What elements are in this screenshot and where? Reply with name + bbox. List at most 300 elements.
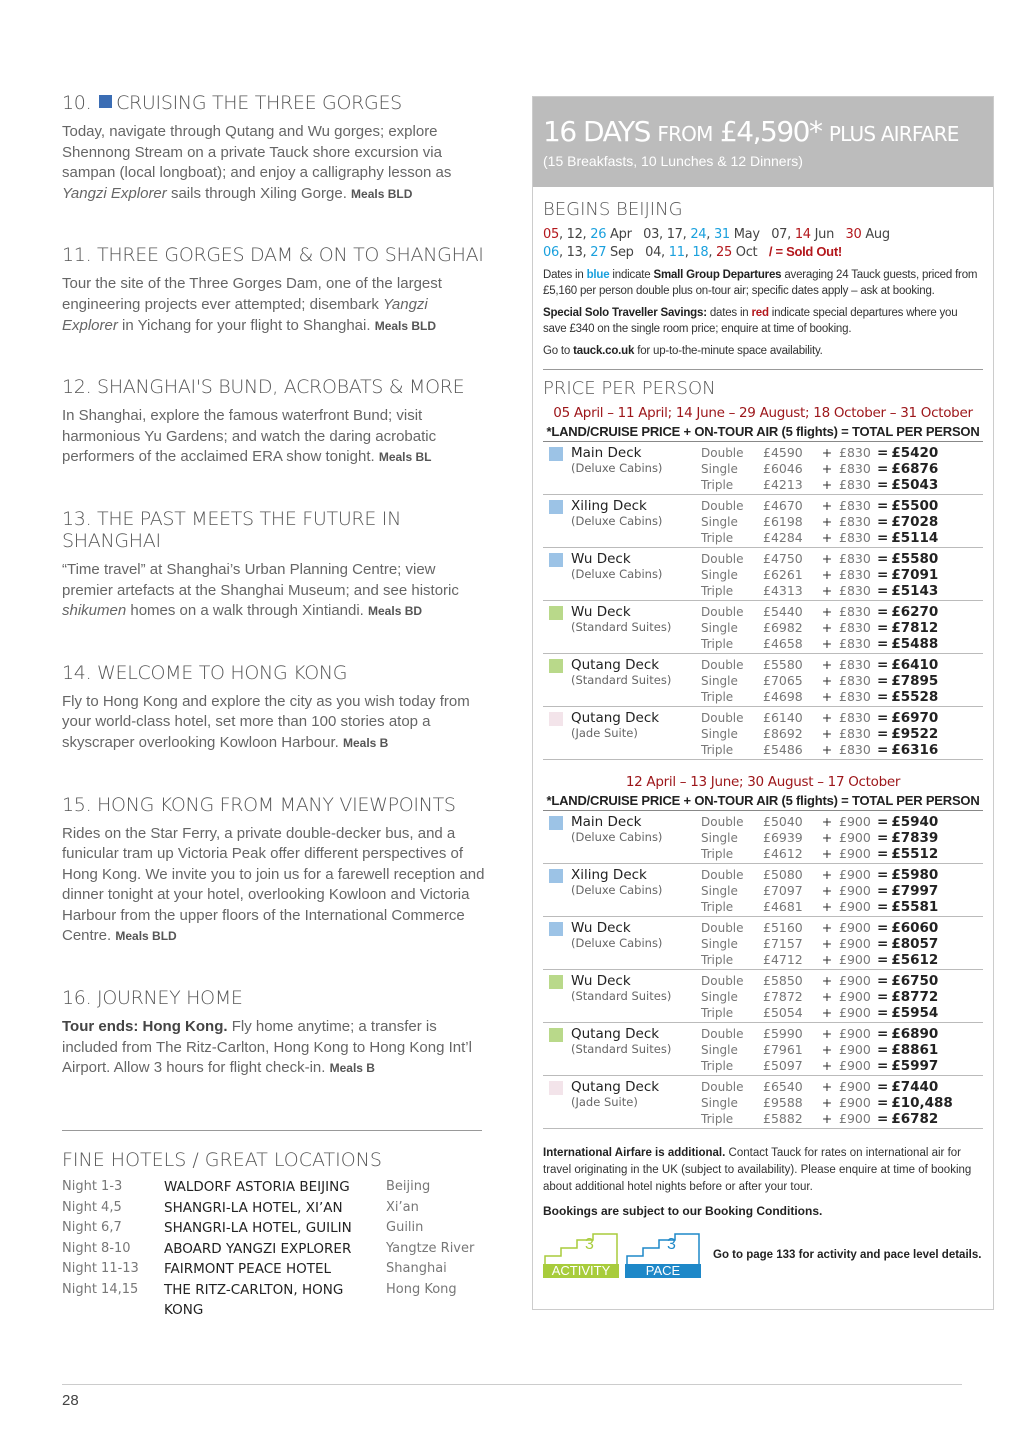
air-price: £900 (839, 1058, 871, 1073)
description-text: homes on a walk through Xintiandi. (126, 602, 369, 620)
hotel-row (62, 1259, 482, 1280)
plus-sign: + (821, 846, 833, 861)
plus-sign: + (821, 689, 833, 704)
day-title: 13. THE PAST MEETS THE FUTURE IN SHANGHAI (62, 507, 401, 552)
meals-label: Meals BLD (351, 186, 413, 201)
land-price: £5097 (763, 1058, 803, 1073)
land-price: £4698 (763, 689, 803, 704)
equals-sign: = (877, 673, 889, 689)
deck-color-swatch (549, 816, 563, 830)
deck-row (543, 1076, 983, 1129)
deck-name (571, 604, 701, 652)
headline (543, 115, 983, 151)
deck-title: Qutang Deck (571, 1026, 660, 1042)
deck-name (571, 445, 701, 493)
plus-sign: + (821, 710, 833, 725)
deck-name (571, 498, 701, 546)
deck-title: Xiling Deck (571, 867, 647, 883)
price-row (701, 583, 983, 599)
land-price: £5486 (763, 742, 803, 757)
total-price: £6270 (891, 604, 939, 620)
meals-label: Meals B (342, 735, 389, 750)
total-price: £5512 (891, 846, 939, 862)
hotel-name: SHANGRI-LA HOTEL, XI’AN (164, 1199, 343, 1216)
hotel-city: Guilin (386, 1220, 424, 1235)
hotel-nights: Night 11-13 (62, 1261, 139, 1276)
day-description (62, 406, 486, 468)
meals-label: Meals BL (378, 450, 432, 465)
equals-sign: = (877, 583, 889, 599)
deck-name (571, 973, 701, 1021)
plus-sign: + (821, 1026, 833, 1041)
deck-color-swatch (549, 500, 563, 514)
land-price: £5580 (763, 657, 803, 672)
price-row (701, 1095, 983, 1111)
air-price: £830 (839, 636, 871, 651)
air-price: £900 (839, 1079, 871, 1094)
plus-sign: + (821, 1095, 833, 1110)
room-type: Single (701, 1096, 738, 1110)
land-price: £6198 (763, 514, 803, 529)
deck-cabin-type: (Deluxe Cabins) (571, 567, 663, 581)
air-price: £830 (839, 583, 871, 598)
description-text: Tour ends: Hong Kong. (62, 1018, 228, 1036)
room-type: Single (701, 990, 738, 1004)
meals-label: Meals BLD (115, 929, 177, 944)
total-price: £7997 (891, 883, 939, 899)
plus-sign: + (821, 830, 833, 845)
deck-name (571, 867, 701, 915)
price-row (701, 899, 983, 915)
price-row (701, 1111, 983, 1127)
note-text: for up-to-the-minute space availability. (634, 345, 823, 357)
equals-sign: = (877, 636, 889, 652)
price-row (701, 461, 983, 477)
room-type: Triple (701, 1059, 734, 1073)
room-type: Triple (701, 1006, 734, 1020)
price-row (701, 1042, 983, 1058)
deck-title: Qutang Deck (571, 710, 660, 726)
period-dates: 05 April – 11 April; 14 June – 29 August; 18 October – 31 October (553, 405, 973, 421)
deck-prices (701, 498, 983, 546)
plus-sign: + (821, 726, 833, 741)
equals-sign: = (877, 551, 889, 567)
day-description (62, 122, 486, 204)
price-row (701, 530, 983, 546)
date-text: , (706, 227, 714, 242)
land-price: £7097 (763, 883, 803, 898)
total-price: £6970 (891, 710, 939, 726)
room-type: Triple (701, 478, 734, 492)
land-price: £6261 (763, 567, 803, 582)
deck-row (543, 917, 983, 970)
deck-cabin-type: (Deluxe Cabins) (571, 830, 663, 844)
total-price: £7091 (891, 567, 939, 583)
deck-cabin-type: (Standard Suites) (571, 673, 672, 687)
airfare-label: PLUS AIRFARE (828, 122, 959, 146)
price-row (701, 920, 983, 936)
description-text: “Time travel” at Shanghai’s Urban Planning Centre; view premier artefacts at the Shanghai Museum; and see historic (62, 560, 459, 599)
deck-title: Wu Deck (571, 604, 631, 620)
price-row (701, 636, 983, 652)
total-price: £5528 (891, 689, 939, 705)
period-dates: 12 April – 13 June; 30 August – 17 October (625, 774, 901, 790)
price-heading: PRICE PER PERSON (543, 378, 716, 399)
plus-sign: + (821, 1058, 833, 1073)
land-price: £5160 (763, 920, 803, 935)
small-group-note (543, 267, 983, 299)
price-row (701, 445, 983, 461)
pace-level: 3 (667, 1236, 676, 1253)
equals-sign: = (877, 1005, 889, 1021)
equals-sign: = (877, 973, 889, 989)
date-text: Sep 04, (606, 245, 669, 260)
total-price: £5488 (891, 636, 939, 652)
activity-level: 3 (585, 1236, 594, 1253)
plus-sign: + (821, 445, 833, 460)
note-text: Go to (543, 345, 574, 357)
room-type: Single (701, 937, 738, 951)
price-formula: *LAND/CRUISE PRICE + ON-TOUR AIR (5 flights) = TOTAL PER PERSON (543, 793, 983, 811)
air-price: £900 (839, 973, 871, 988)
days-count: 16 DAYS (543, 115, 650, 148)
deck-color-swatch (549, 659, 563, 673)
deck-row (543, 495, 983, 548)
air-price: £900 (839, 899, 871, 914)
plus-sign: + (821, 1079, 833, 1094)
air-price: £830 (839, 551, 871, 566)
room-type: Triple (701, 584, 734, 598)
room-type: Triple (701, 847, 734, 861)
description-text: In Shanghai, explore the famous waterfront Bund; visit harmonious Yu Gardens; and watch the daring acrobatic performers of the acclaimed ERA show tonight. (62, 407, 437, 466)
date-text: 24 (690, 227, 707, 242)
air-price: £900 (839, 936, 871, 951)
hotel-name: WALDORF ASTORIA BEIJING (164, 1179, 350, 1195)
deck-row (543, 811, 983, 864)
hotel-row (62, 1218, 482, 1239)
price-row (701, 551, 983, 567)
total-price: £5581 (891, 899, 939, 915)
room-type: Triple (701, 743, 734, 757)
plus-sign: + (821, 657, 833, 672)
price-row (701, 973, 983, 989)
hotel-name: ABOARD YANGZI EXPLORER (164, 1240, 352, 1257)
deck-cabin-type: (Deluxe Cabins) (571, 461, 663, 475)
equals-sign: = (877, 936, 889, 952)
equals-sign: = (877, 920, 889, 936)
description-text: Yangzi Explorer (62, 184, 167, 202)
room-type: Triple (701, 637, 734, 651)
land-price: £7872 (763, 989, 803, 1004)
air-price: £900 (839, 1005, 871, 1020)
plus-sign: + (821, 742, 833, 757)
land-price: £5882 (763, 1111, 803, 1126)
deck-name (571, 710, 701, 758)
price-row (701, 514, 983, 530)
day-title: 14. WELCOME TO HONG KONG (62, 661, 348, 684)
total-price: £8861 (891, 1042, 939, 1058)
room-type: Double (701, 711, 744, 725)
price-row (701, 689, 983, 705)
total-price: £5114 (891, 530, 939, 546)
meals-label: Meals BD (368, 604, 423, 619)
land-price: £6140 (763, 710, 803, 725)
equals-sign: = (877, 883, 889, 899)
total-price: £6876 (891, 461, 939, 477)
price-row (701, 498, 983, 514)
deck-color-swatch (549, 1028, 563, 1042)
deck-name (571, 551, 701, 599)
room-type: Single (701, 462, 738, 476)
date-text: 30 (845, 227, 862, 242)
equals-sign: = (877, 952, 889, 968)
price-row (701, 742, 983, 758)
levels-note: Go to page 133 for activity and pace level details. (713, 1249, 982, 1261)
deck-prices (701, 973, 983, 1021)
total-price: £6060 (891, 920, 939, 936)
equals-sign: = (877, 1042, 889, 1058)
price-row (701, 846, 983, 862)
equals-sign: = (877, 620, 889, 636)
itinerary-day (62, 794, 486, 948)
deck-prices (701, 1026, 983, 1074)
plus-sign: + (821, 1111, 833, 1126)
deck-row (543, 864, 983, 917)
hotel-name: SHANGRI-LA HOTEL, GUILIN (164, 1220, 352, 1236)
air-price: £900 (839, 883, 871, 898)
description-text: Fly home anytime; a transfer is included from The Ritz-Carlton, Hong Kong to Hong Kong Int’l Airport. Allow 3 hours for flight check-in. (62, 1018, 472, 1077)
hotel-city: Shanghai (386, 1261, 447, 1276)
deck-name (571, 1079, 701, 1127)
deck-prices (701, 920, 983, 968)
hotel-name: THE RITZ-CARLTON, HONG KONG (164, 1281, 344, 1318)
day-description (62, 1017, 486, 1079)
price-row (701, 726, 983, 742)
air-price: £900 (839, 1095, 871, 1110)
price-row (701, 883, 983, 899)
deck-row (543, 970, 983, 1023)
date-text: 18 (692, 245, 709, 260)
room-type: Double (701, 868, 744, 882)
price-formula: *LAND/CRUISE PRICE + ON-TOUR AIR (5 flights) = TOTAL PER PERSON (543, 424, 983, 442)
deck-row (543, 707, 983, 760)
room-type: Triple (701, 900, 734, 914)
price-row (701, 620, 983, 636)
date-text: , (684, 245, 693, 260)
deck-title: Wu Deck (571, 920, 631, 936)
land-price: £4213 (763, 477, 803, 492)
deck-cabin-type: (Deluxe Cabins) (571, 883, 663, 897)
land-price: £9588 (763, 1095, 803, 1110)
note-red: red (751, 307, 769, 319)
room-type: Single (701, 674, 738, 688)
plus-sign: + (821, 936, 833, 951)
date-text: 14 (794, 227, 811, 242)
description-text: Tour the site of the Three Gorges Dam, one of the largest engineering projects ever attempted; disembark (62, 275, 442, 313)
air-price: £900 (839, 952, 871, 967)
price-row (701, 604, 983, 620)
deck-color-swatch (549, 1081, 563, 1095)
room-type: Double (701, 552, 744, 566)
deck-color-swatch (549, 447, 563, 461)
availability-note (543, 343, 983, 359)
total-price: £7812 (891, 620, 939, 636)
deck-prices (701, 814, 983, 862)
deck-color-swatch (549, 606, 563, 620)
land-price: £8692 (763, 726, 803, 741)
price-row (701, 830, 983, 846)
begins-heading: BEGINS BEIJING (543, 199, 683, 220)
price-row (701, 477, 983, 493)
price-tables (543, 405, 983, 1129)
plus-sign: + (821, 973, 833, 988)
room-type: Single (701, 621, 738, 635)
air-price: £900 (839, 1111, 871, 1126)
description-text: Rides on the Star Ferry, a private double-decker bus, and a funicular tram up Victoria Peak offer different perspectives of Hong Kong. We invite you to join us for a farewell reception and dinner tonight at your hotel, overlooking Kowloon and Victoria Harbour from the upper floors of the International Commerce Centre. (62, 824, 485, 945)
page-number: 28 (62, 1392, 79, 1409)
deck-title: Main Deck (571, 814, 642, 830)
equals-sign: = (877, 867, 889, 883)
air-price: £900 (839, 867, 871, 882)
air-price: £830 (839, 477, 871, 492)
day-title-text: CRUISING THE THREE GORGES (116, 92, 402, 114)
room-type: Triple (701, 531, 734, 545)
land-price: £5080 (763, 867, 803, 882)
deck-cabin-type: (Standard Suites) (571, 1042, 672, 1056)
date-line (543, 243, 983, 261)
meals-label: Meals BLD (374, 318, 437, 333)
total-price: £5143 (891, 583, 939, 599)
total-price: £6410 (891, 657, 939, 673)
plus-sign: + (821, 461, 833, 476)
price-row (701, 989, 983, 1005)
plus-sign: + (821, 583, 833, 598)
equals-sign: = (877, 530, 889, 546)
land-price: £5054 (763, 1005, 803, 1020)
deck-title: Wu Deck (571, 551, 631, 567)
deck-name (571, 657, 701, 705)
date-text: , 13, (558, 245, 591, 260)
total-price: £7028 (891, 514, 939, 530)
total-price: £5954 (891, 1005, 939, 1021)
air-price: £830 (839, 530, 871, 545)
total-price: £5580 (891, 551, 939, 567)
date-text: , (708, 245, 716, 260)
from-price: £4,590* (719, 115, 822, 148)
air-price: £830 (839, 689, 871, 704)
equals-sign: = (877, 710, 889, 726)
square-icon (99, 95, 112, 108)
room-type: Triple (701, 1112, 734, 1126)
date-line (543, 226, 983, 243)
room-type: Double (701, 1080, 744, 1094)
date-text: 26 (590, 227, 607, 242)
pace-level-icon (625, 1232, 701, 1278)
land-price: £7157 (763, 936, 803, 951)
air-price: £900 (839, 846, 871, 861)
solo-savings-note (543, 305, 983, 337)
total-price: £6750 (891, 973, 939, 989)
total-price: £6782 (891, 1111, 939, 1127)
note-blue: blue (586, 269, 610, 281)
equals-sign: = (877, 989, 889, 1005)
airfare-note (543, 1145, 983, 1196)
deck-cabin-type: (Standard Suites) (571, 989, 672, 1003)
plus-sign: + (821, 989, 833, 1004)
plus-sign: + (821, 920, 833, 935)
deck-prices (701, 657, 983, 705)
hotels-section (62, 1130, 482, 1321)
plus-sign: + (821, 952, 833, 967)
note-text: indicate (609, 269, 654, 281)
price-row (701, 1079, 983, 1095)
deck-row (543, 1023, 983, 1076)
room-type: Double (701, 1027, 744, 1041)
land-price: £5990 (763, 1026, 803, 1041)
plus-sign: + (821, 899, 833, 914)
footer-rule (62, 1384, 962, 1385)
air-price: £830 (839, 514, 871, 529)
website-link[interactable]: tauck.co.uk (573, 345, 635, 357)
room-type: Double (701, 605, 744, 619)
land-price: £6982 (763, 620, 803, 635)
deck-title: Qutang Deck (571, 657, 660, 673)
deck-prices (701, 445, 983, 493)
plus-sign: + (821, 636, 833, 651)
total-price: £5940 (891, 814, 939, 830)
date-text: 05 (543, 227, 559, 242)
hotel-nights: Night 6,7 (62, 1220, 122, 1235)
deck-title: Xiling Deck (571, 498, 647, 514)
date-text: 31 (713, 227, 730, 242)
air-price: £900 (839, 1042, 871, 1057)
total-price: £7839 (891, 830, 939, 846)
deck-cabin-type: (Deluxe Cabins) (571, 936, 663, 950)
land-price: £5440 (763, 604, 803, 619)
plus-sign: + (821, 673, 833, 688)
room-type: Single (701, 831, 738, 845)
price-row (701, 657, 983, 673)
hotel-city: Beijing (386, 1179, 431, 1194)
hotel-name: FAIRMONT PEACE HOTEL (164, 1261, 332, 1277)
deck-prices (701, 867, 983, 915)
air-price: £830 (839, 742, 871, 757)
hotel-nights: Night 1-3 (62, 1179, 123, 1194)
deck-cabin-type: (Deluxe Cabins) (571, 514, 663, 528)
hotel-nights: Night 14,15 (62, 1281, 139, 1297)
room-type: Single (701, 568, 738, 582)
activity-level-icon (543, 1232, 619, 1278)
price-row (701, 567, 983, 583)
price-row (701, 936, 983, 952)
deck-name (571, 1026, 701, 1074)
land-price: £4658 (763, 636, 803, 651)
description-text: in Yichang for your flight to Shanghai. (117, 316, 375, 334)
departure-dates (543, 226, 983, 261)
price-period (543, 405, 983, 760)
deck-title: Wu Deck (571, 973, 631, 989)
deck-row (543, 442, 983, 495)
equals-sign: = (877, 477, 889, 493)
total-price: £6890 (891, 1026, 939, 1042)
room-type: Double (701, 815, 744, 829)
deck-name (571, 814, 701, 862)
equals-sign: = (877, 445, 889, 461)
hotel-row (62, 1239, 482, 1260)
date-text: 06 (543, 245, 559, 260)
equals-sign: = (877, 846, 889, 862)
equals-sign: = (877, 1079, 889, 1095)
